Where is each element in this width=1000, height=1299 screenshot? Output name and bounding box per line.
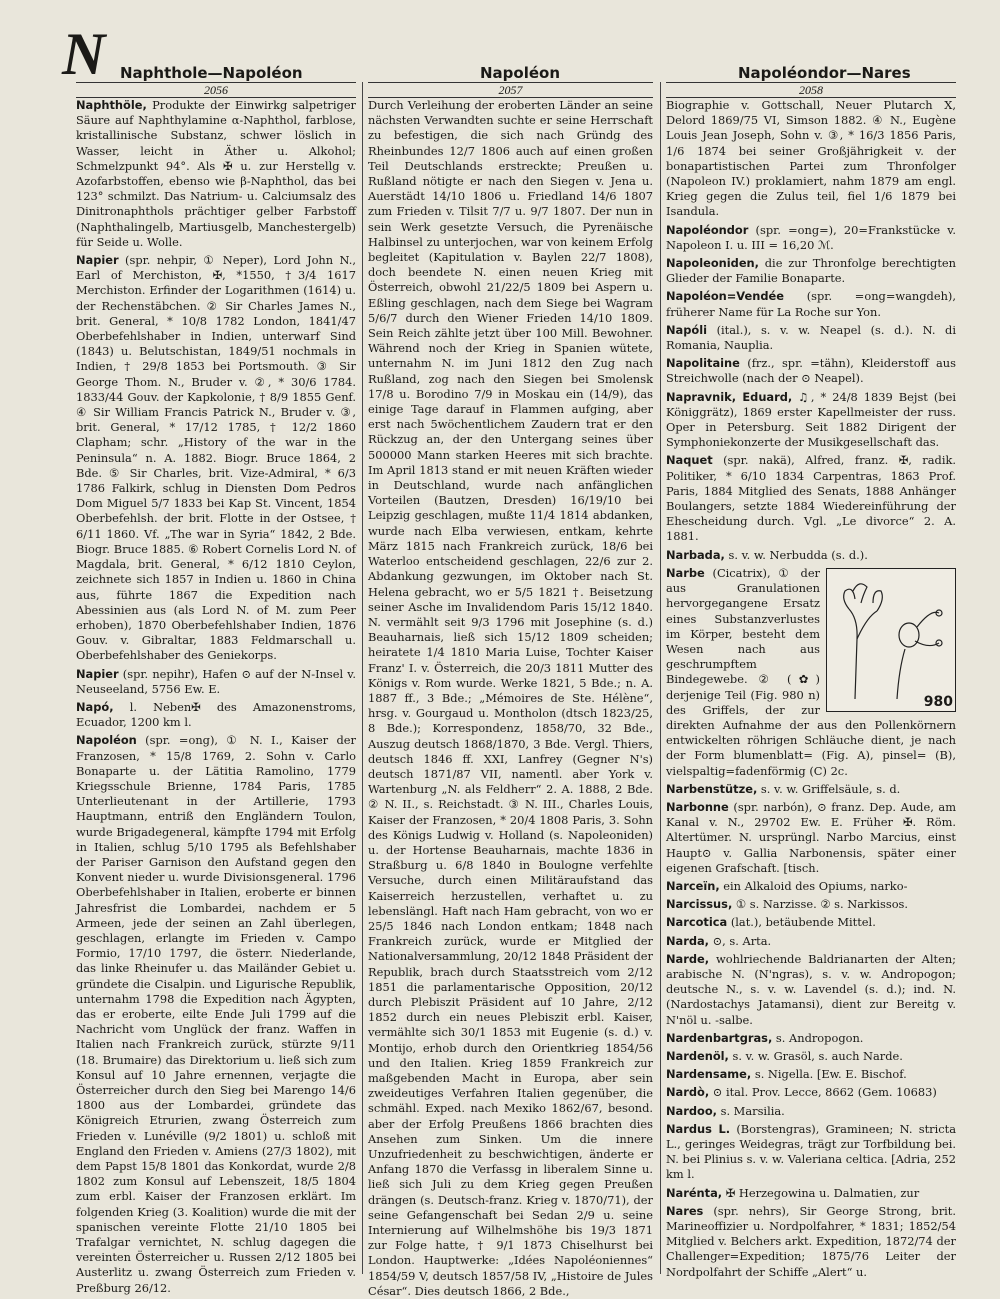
entry-text: ein Alkaloid des Opiums, narko- [723, 878, 908, 893]
entry-text: (spr. narbón), ⊙ franz. Dep. Aude, am Kanal v. N., 29702 Ew. E. Früher ✠. Röm. Altertümer. N. ursprüngl. Narbo Marcius, einst Haupt⊙ v. Gallia Narbonensis, später einer eigenen Grafschaft. [tisch. [666, 799, 957, 875]
entry-text: (spr. =ong), ① N. I., Kaiser der Franzosen, * 15/8 1769, 2. Sohn v. Carlo Bonaparte u. der Lätitia Ramolino, 1779 Kriegsschule Brienne, 1784 Paris, 1785 Unterlieutenant in der Artillerie, 1793 Hauptmann, entriß den Engländern Toulon, wurde Brigadegeneral, kämpfte 1794 mit Erfolg in Italien, schlug 5/10 1795 als Befehlshaber der Pariser Garnison den Aufstand gegen den Konvent nieder u. wurde Divisionsgeneral. 1796 Oberbefehlshaber in Italien, eroberte er binnen Jahresfrist die Lombardei, nachdem er 5 Armeen, jede der seinen an Zahl überlegen, geschlagen, erlangte im Frieden v. Campo Formio, 17/10 1797, die österr. Niederlande, das linke Rheinufer u. das Mailänder Gebiet u. gründete die Cisalpin. und Ligurische Republik, unternahm 1798 die Expedition nach Ägypten, das er eroberte, eilte Ende Juli 1799 auf die Nachricht vom Unglück der franz. Waffen in Italien nach Frankreich zurück, stürzte 9/11 (18. Brumaire) das Direktorium u. ließ sich zum Konsul auf 10 Jahre ernennen, verjagte die Österreicher durch den Sieg bei Marengo 14/6 1800 aus der Lombardei, gründete das Königreich Etrurien, zwang Österreich zum Frieden v. Lunéville (9/2 1801) u. schloß mit England den Frieden v. Amiens (27/3 1802), mit dem Papst 15/8 1801 das Konkordat, wurde 2/8 1802 zum Konsul auf Lebenszeit, 18/5 1804 zum erbl. Kaiser der Franzosen erklärt. Im folgenden Krieg (3. Koalition) wurde die mit der spanischen vereinte Flotte 21/10 1805 bei Trafalgar vernichtet, N. schlug dagegen die vereinten Österreicher u. Russen 2/12 1805 bei Austerlitz u. zwang Österreich zum Frieden v. Preßburg 26/12. [76, 733, 356, 1295]
entry-headword: Narcotica [666, 915, 728, 930]
entry-headword: Narénta, [666, 1185, 723, 1200]
entry-text: Durch Verleihung der eroberten Länder an seine nächsten Verwandten suchte er seine Herrschaft zu befestigen, die sich nach Gründg des Rheinbundes 12/7 1806 auch auf einen großen Teil Deutschlands erstreckte; Preußen u. Rußland nötigte er nach den Siegen v. Jena u. Auerstädt 14/10 1806 u. Friedland 14/6 1807 zum Frieden v. Tilsit 7/7 u. 9/7 1807. Der nun in sein Werk gesetzte Versuch, die Pyrenäische Halbinsel zu unterjochen, war von keinem Erfolg begleitet (Kapitulation v. Baylen 22/7 1808), doch beendete N. einen neuen Krieg mit Österreich, obwohl 21/22/5 1809 bei Aspern u. Eßling geschlagen, nach dem Siege bei Wagram 5/6/7 durch den Wiener Frieden 14/10 1809. Sein Reich zählte jetzt über 100 Mill. Bewohner. Während noch der Krieg in Spanien wütete, unternahm N. im Juni 1812 den Zug nach Rußland, zog nach den Siegen bei Smolensk 17/8 u. Borodino 7/9 in Moskau ein (14/9), das einige Tage darauf in Flammen aufging, aber erst nach 5wöchentlichem Zaudern trat er den Rückzug an, der den Untergang seines über 500000 Mann starken Heeres mit sich brachte. Im April 1813 stand er mit neuen Kräften wieder in Deutschland, wurde nach anfänglichen Vorteilen (Bautzen, Dresden) 16/19/10 bei Leipzig geschlagen, mußte 11/4 1814 abdanken, wurde nach Elba verwiesen, entkam, kehrte März 1815 nach Frankreich zurück, 18/6 bei Waterloo entscheidend geschlagen, 22/6 zur 2. Abdankung gezwungen, im Oktober nach St. Helena gebracht, wo er 5/5 1821 †. Beisetzung seiner Asche im Invalidendom Paris 15/12 1840. N. vermählt seit 9/3 1796 mit Josephine (s. d.) Beauharnais, ließ sich 15/12 1809 scheiden; heiratete 1/4 1810 Maria Luise, Tochter Kaiser Franz' I. v. Österreich, die 20/3 1811 Mutter des Königs v. Rom wurde. Werke 1821, 5 Bde.; n. A. 1887 ff., 3 Bde.; „Mémoires de Ste. Hélène“, hrsg. v. Gourgaud u. Montholon (dtsch 1823/25, 8 Bde.); Korrespondenz, 1858/70, 32 Bde., Auszug deutsch 1868/1870, 3 Bde. Vergl. Thiers, deutsch 1846 ff. XXI, Lanfrey (Gegner N's) deutsch 1871/87 VII, namentl. aber York v. Wartenburg „N. als Feldherr“ 2. A. 1888, 2 Bde. ② N. II., s. Reichstadt. ③ N. III., Charles Louis, Kaiser der Franzosen, * 20/4 1808 Paris, 3. Sohn des Königs Ludwig v. Holland (s. Napoleoniden) u. der Hortense Beauharnais, machte 1836 in Straßburg u. 6/8 1840 in Boulogne verfehlte Versuche, durch einen Militäraufstand das Kaiserreich herzustellen, verhaftet u. zu lebenslängl. Haft nach Ham gebracht, von wo er 25/5 1846 nach London entkam; 1848 nach Frankreich zurück, wurde er Mitglied der Nationalversammlung, 20/12 1848 Präsident der Republik, brach durch Staatsstreich vom 2/12 1851 die parlamentarische Opposition, 20/12 durch Plebiszit Präsident auf 10 Jahre, 2/12 1852 durch ein neues Plebiszit erbl. Kaiser, vermählte sich 30/1 1853 mit Eugenie (s. d.) v. Montijo, erhob durch den Orientkrieg 1854/56 und den Italien. Krieg 1859 Frankreich zur maßgebenden Macht in Europa, aber sein zweideutiges Verfahren Italien gegenüber, die schmähl. Exped. nach Mexiko 1862/67, besond. aber der Erfolg Preußens 1866 brachten dies Ansehen zum Sinken. Um die innere Unzufriedenheit zu beschwichtigen, änderte er Anfang 1870 die Verfassg in liberalem Sinne u. ließ sich Juli zu dem Krieg gegen Preußen drängen (s. Deutsch-franz. Krieg v. 1870/71), der seine Gefangenschaft bei Sedan 2/9 u. seine Internierung auf Wilhelmshöhe bis 19/3 1871 zur Folge hatte, † 9/1 1873 Chiselhurst bei London. Hauptwerke: „Idées Napoléoniennes“ 1854/59 V, deutsch 1857/58 IV, „Histoire de Jules César“. Dies deutsch 1866, 2 Bde., [368, 98, 653, 1298]
page-number-2: 2057 [493, 84, 529, 96]
entry-text: (Borstengras), Gramineen; N. stricta L., geringes Weidegras, trägt zur Torfbildung bei. N. bei Plinius s. v. w. Valeriana celtica. [Adria, 252 km l. [666, 1121, 956, 1182]
entry-headword: Nardenöl, [666, 1048, 729, 1063]
dictionary-entry [666, 356, 956, 386]
column-divider-2 [660, 82, 661, 1274]
dictionary-entry [666, 1204, 956, 1280]
entry-text: s. Nigella. [Ew. E. Bischof. [754, 1067, 907, 1082]
entry-text: wohlriechende Baldrianarten der Alten; arabische N. (N'ngras), s. v. w. Andropogon; deutsche N., s. v. w. Lavendel (s. d.); ind. N. (Nardostachys Jatamansi), dient zur Bereitg v. N'nöl u. -salbe. [666, 951, 956, 1027]
dictionary-entry [666, 223, 956, 253]
figure-number: 980 [923, 693, 953, 710]
section-letter: N [62, 21, 105, 87]
entry-text: ⊙ ital. Prov. Lecce, 8662 (Gem. 10683) [712, 1085, 937, 1100]
dictionary-entry [76, 700, 356, 730]
dictionary-entry [666, 1031, 956, 1046]
entry-headword: Napoléondor [666, 222, 749, 237]
column-divider-1 [362, 82, 363, 1274]
entry-headword: Narbenstütze, [666, 781, 758, 796]
entry-headword: Narde, [666, 951, 710, 966]
entry-headword: Napó, [76, 699, 114, 714]
dictionary-entry [666, 915, 956, 930]
entry-headword: Narceïn, [666, 878, 720, 893]
dictionary-entry [666, 897, 956, 912]
entry-headword: Nares [666, 1203, 704, 1218]
dictionary-entry [666, 1186, 956, 1201]
entry-text: (ital.), s. v. w. Neapel (s. d.). N. di Romania, Nauplia. [666, 322, 956, 353]
entry-headword: Naquet [666, 453, 713, 468]
entry-text: ♫, * 24/8 1839 Bejst (bei Königgrätz), 1869 erster Kapellmeister der russ. Oper in Petersburg. Seit 1882 Dirigent der Symphoniekonzerte der Musikgesellschaft das. [666, 389, 957, 450]
dictionary-entry [76, 253, 356, 663]
entry-text: ⊙, s. Arta. [712, 933, 772, 948]
entry-headword: Napier [76, 666, 119, 681]
page-number-row-1 [76, 82, 356, 98]
dictionary-entry [666, 879, 956, 894]
entry-text: s. Marsilia. [720, 1103, 785, 1118]
entry-text: Biographie v. Gottschall, Neuer Plutarch X, Delord 1869/75 VI, Simson 1882. ④ N., Eugène Louis Jean Joseph, Sohn v. ③, * 16/3 1856 Paris, 1/6 1874 bei seiner Großjährigkeit v. der bonapartistischen Partei zum Thronfolger (Napoleon IV.) proklamiert, nahm 1879 am engl. Krieg gegen die Zulus teil, fiel 1/6 1879 bei Isandula. [666, 98, 956, 219]
column-header-1: Naphthole—Napoléon [120, 64, 303, 82]
entry-headword: Napóli [666, 322, 708, 337]
entry-text: (spr. nehpir, ① Neper), Lord John N., Earl of Merchiston, ✠, *1550, †3/4 1617 Merchiston. Erfinder der Logarithmen (1614) u. der Rechenstäbchen. ② Sir Charles James N., brit. General, * 10/8 1782 London, 1841/47 Oberbefehlshaber in Indien, unterwarf Sind (1843) u. Belutschistan, 1849/51 nochmals in Indien, † 29/8 1853 bei Portsmouth. ③ Sir George Thom. N., Bruder v. ②, * 30/6 1784. 1833/44 Gouv. der Kapkolonie, † 8/9 1855 Genf. ④ Sir William Francis Patrick N., Bruder v. ③, brit. General, * 17/12 1785, † 12/2 1860 Clapham; schr. „History of the war in the Peninsula“ n. A. 1882. Biogr. Bruce 1864, 2 Bde. ⑤ Sir Charles, brit. Vize-Admiral, * 6/3 1786 Falkirk, schlug in Diensten Dom Pedros Dom Miguel 5/7 1833 bei Kap St. Vincent, 1854 Oberbefehlsh. der brit. Flotte in der Ostsee, † 6/11 1860. Vf. „The war in Syria“ 1842, 2 Bde. Biogr. Bruce 1885. ⑥ Robert Cornelis Lord N. of Magdala, brit. General, * 6/12 1810 Ceylon, zeichnete sich 1857 in Indien u. 1860 in China aus, führte 1867 die Expedition nach Abessinien aus (als Lord N. of M. zum Peer erhoben), 1870 Oberbefehlshaber Indien, 1876 Gouv. v. Gibraltar, 1883 Feldmarschall u. Oberbefehlshaber des Geniekorps. [76, 253, 356, 663]
dictionary-entry [666, 934, 956, 949]
entry-text: s. v. w. Grasöl, s. auch Narde. [732, 1048, 903, 1063]
entry-text: (lat.), betäubende Mittel. [730, 915, 876, 930]
entry-text: s. Andropogon. [775, 1030, 864, 1045]
entry-headword: Naphthöle, [76, 98, 147, 112]
entry-text: ① s. Narzisse. ② s. Narkissos. [735, 897, 909, 912]
entry-text: (frz., spr. =tähn), Kleiderstoff aus Streichwolle (nach der ⊙ Neapel). [666, 356, 956, 386]
dictionary-entry [666, 548, 956, 563]
entry-headword: Nardensame, [666, 1067, 752, 1082]
dictionary-entry [666, 1122, 956, 1183]
entry-headword: Nardò, [666, 1085, 710, 1100]
entry-text: (spr. nakä), Alfred, franz. ✠, radik. Politiker, * 6/10 1834 Carpentras, 1863 Prof. Paris, 1884 Mitglied des Senats, 1888 Anhänger Boulangers, setzte 1884 Wiedereinführung der Ehescheidung durch. Vgl. „Le divorce“ 2. A. 1881. [666, 453, 956, 544]
dictionary-entry [666, 566, 956, 779]
entry-headword: Narcissus, [666, 897, 733, 912]
column-header-3: Napoléondor—Nares [738, 64, 911, 82]
entry-headword: Narbe [666, 565, 705, 580]
entry-headword: Narbada, [666, 547, 725, 562]
page-number-3: 2058 [793, 84, 829, 96]
dictionary-entry [76, 98, 356, 250]
entry-headword: Napolitaine [666, 356, 740, 371]
dictionary-entry [666, 782, 956, 797]
dictionary-entry [666, 1049, 956, 1064]
entry-headword: Narda, [666, 933, 710, 948]
dictionary-entry [76, 667, 356, 697]
text-column-3 [666, 98, 956, 1278]
entry-text: Produkte der Einwirkg salpetriger Säure auf Naphthylamine α-Naphthol, farblose, kristallinische Substanz, schwer löslich in Wasser, leicht in Äther u. Alkohol; Schmelzpunkt 94°. Als ✠ u. zur Herstellg v. Azofarbstoffen, ebenso wie β-Naphthol, das bei 123° schmilzt. Das Natrium- u. Calciumsalz des Dinitronaphthols prächtiger gelber Farbstoff (Naphthalingelb, Martiusgelb, Manchestergelb) für Seide u. Wolle. [76, 98, 357, 249]
dictionary-entry [666, 1104, 956, 1119]
entry-headword: Nardenbartgras, [666, 1030, 773, 1045]
column-header-2: Napoléon [480, 64, 561, 82]
entry-text: (spr. =ong=wangdeh), früherer Name für La Roche sur Yon. [666, 289, 956, 319]
dictionary-entry [666, 800, 956, 876]
dictionary-entry [666, 323, 956, 353]
entry-text: s. v. w. Griffelsäule, s. d. [760, 781, 901, 796]
entry-headword: Napoléon [76, 733, 137, 748]
dictionary-entry [666, 1085, 956, 1100]
entry-text: (spr. nepihr), Hafen ⊙ auf der N-Insel v. Neuseeland, 5756 Ew. E. [76, 666, 356, 696]
entry-text: (spr. =ong=), 20=Frankstücke v. Napoleon I. u. III = 16,20 ℳ. [666, 222, 956, 252]
text-column-1 [76, 98, 357, 1295]
botanical-figure [826, 568, 956, 712]
entry-text: s. v. w. Nerbudda (s. d.). [728, 547, 868, 562]
dictionary-entry [666, 98, 956, 220]
entry-text: (spr. nehrs), Sir George Strong, brit. Marineoffizier u. Nordpolfahrer, * 1831; 1852/54 Mitglied v. Belchers arkt. Expedition, 1872/74 der Challenger=Expedition; 1875/76 Leiter der Nordpolfahrt der Schiffe „Alert“ u. [666, 1203, 957, 1279]
page-number-row-3 [666, 82, 956, 98]
page-number-1: 2056 [198, 84, 234, 96]
dictionary-entry [76, 733, 356, 1296]
entry-text: (Cicatrix), ① der aus Granulationen hervorgegangene Ersatz eines Substanzverlustes im Körper, besteht dem Wesen nach aus geschrumpftem Bindegewebe. ② (✿) derjenige Teil (Fig. 980 n) des Griffels, der zur direkten Aufnahme der aus den Pollenkörnern entwickelten röhrigen Schläuche dient, je nach der Form blumenblatt= (Fig. A), pinsel= (B), vielspaltig=fadenförmig (C) 2c. [666, 565, 956, 778]
entry-text: ✠ Herzegowina u. Dalmatien, zur [725, 1185, 920, 1200]
dictionary-entry [666, 1067, 956, 1082]
dictionary-entry [666, 453, 956, 544]
entry-headword: Napier [76, 253, 119, 268]
entry-text: l. Neben✠ des Amazonenstroms, Ecuador, 1200 km l. [76, 699, 356, 730]
dictionary-entry [368, 98, 653, 1299]
entry-text: die zur Thronfolge berechtigten Glieder der Familie Bonaparte. [666, 256, 956, 286]
entry-headword: Napoleoniden, [666, 256, 759, 271]
dictionary-entry [666, 952, 956, 1028]
dictionary-entry [666, 289, 956, 319]
stigma-illustration [827, 569, 955, 711]
entry-headword: Nardoo, [666, 1103, 717, 1118]
entry-headword: Napravnik, Eduard, [666, 389, 793, 404]
text-column-2 [368, 98, 653, 1298]
entry-headword: Napoléon=Vendée [666, 289, 784, 304]
entry-headword: Nardus L. [666, 1121, 731, 1136]
dictionary-entry [666, 390, 956, 451]
page-number-row-2 [368, 82, 653, 98]
dictionary-entry [666, 256, 956, 286]
entry-headword: Narbonne [666, 799, 729, 814]
